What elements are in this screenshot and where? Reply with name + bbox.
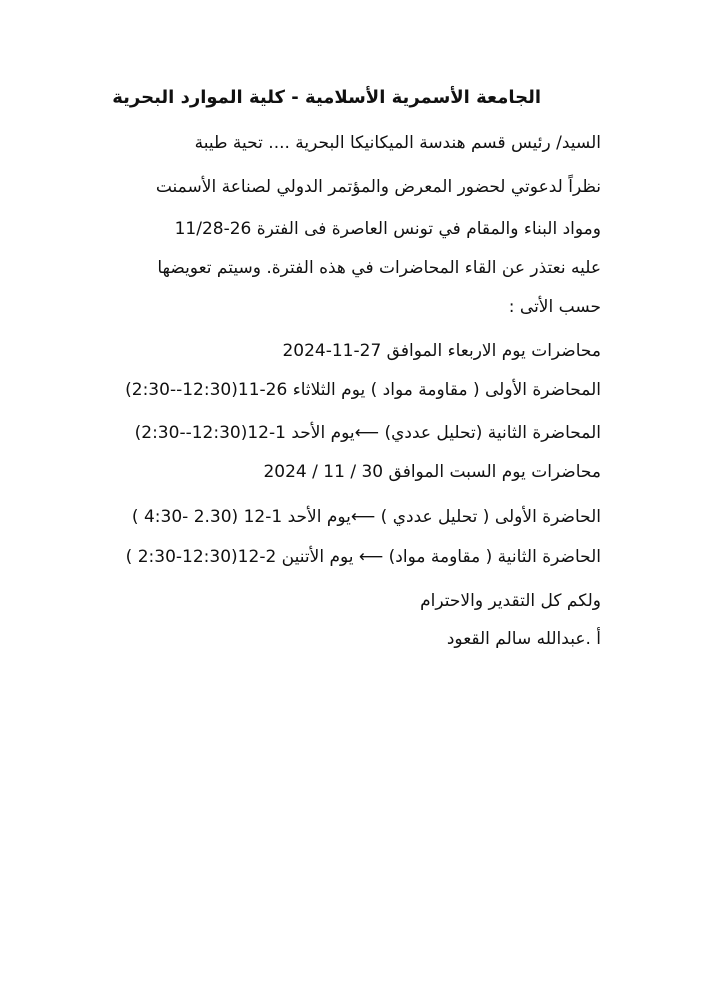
schedule-heading-wednesday: محاضرات يوم الاربعاء الموافق 27-11-2024 (282, 341, 601, 361)
schedule-heading-saturday: محاضرات يوم السبت الموافق 30 / 11 / 2024 (263, 462, 601, 482)
schedule-item: الحاضرة الأولى ( تحليل عددي ) ⟵يوم الأحد 1-12 (2.30 -4:30 ) (131, 507, 601, 527)
salutation-line: السيد/ رئيس قسم هندسة الميكانيكا البحرية .... تحية طيبة (194, 133, 601, 153)
body-line: حسب الأتى : (508, 297, 601, 317)
schedule-item: المحاضرة الأولى ( مقاومة مواد ) يوم الثلاثاء 26-11(12:30--2:30) (125, 380, 601, 400)
body-line: عليه نعتذر عن القاء المحاضرات في هذه الفترة. وسيتم تعويضها (157, 258, 601, 278)
schedule-item: المحاضرة الثانية (تحليل عددي) ⟵يوم الأحد 1-12(12:30--2:30) (134, 423, 601, 443)
body-line: ومواد البناء والمقام في تونس العاصرة فى الفترة 26-11/28 (174, 219, 601, 239)
document-title: الجامعة الأسمرية الأسلامية - كلية الموارد البحرية (112, 87, 541, 108)
closing-line: ولكم كل التقدير والاحترام (420, 591, 601, 611)
schedule-item: الحاضرة الثانية ( مقاومة مواد) ⟵ يوم الأتنين 2-12(12:30-2:30 ) (125, 547, 601, 567)
signature-line: أ .عبدالله سالم القعود (446, 629, 601, 649)
body-line: نظراً لدعوتي لحضور المعرض والمؤتمر الدولي لصناعة الأسمنت (155, 177, 601, 197)
